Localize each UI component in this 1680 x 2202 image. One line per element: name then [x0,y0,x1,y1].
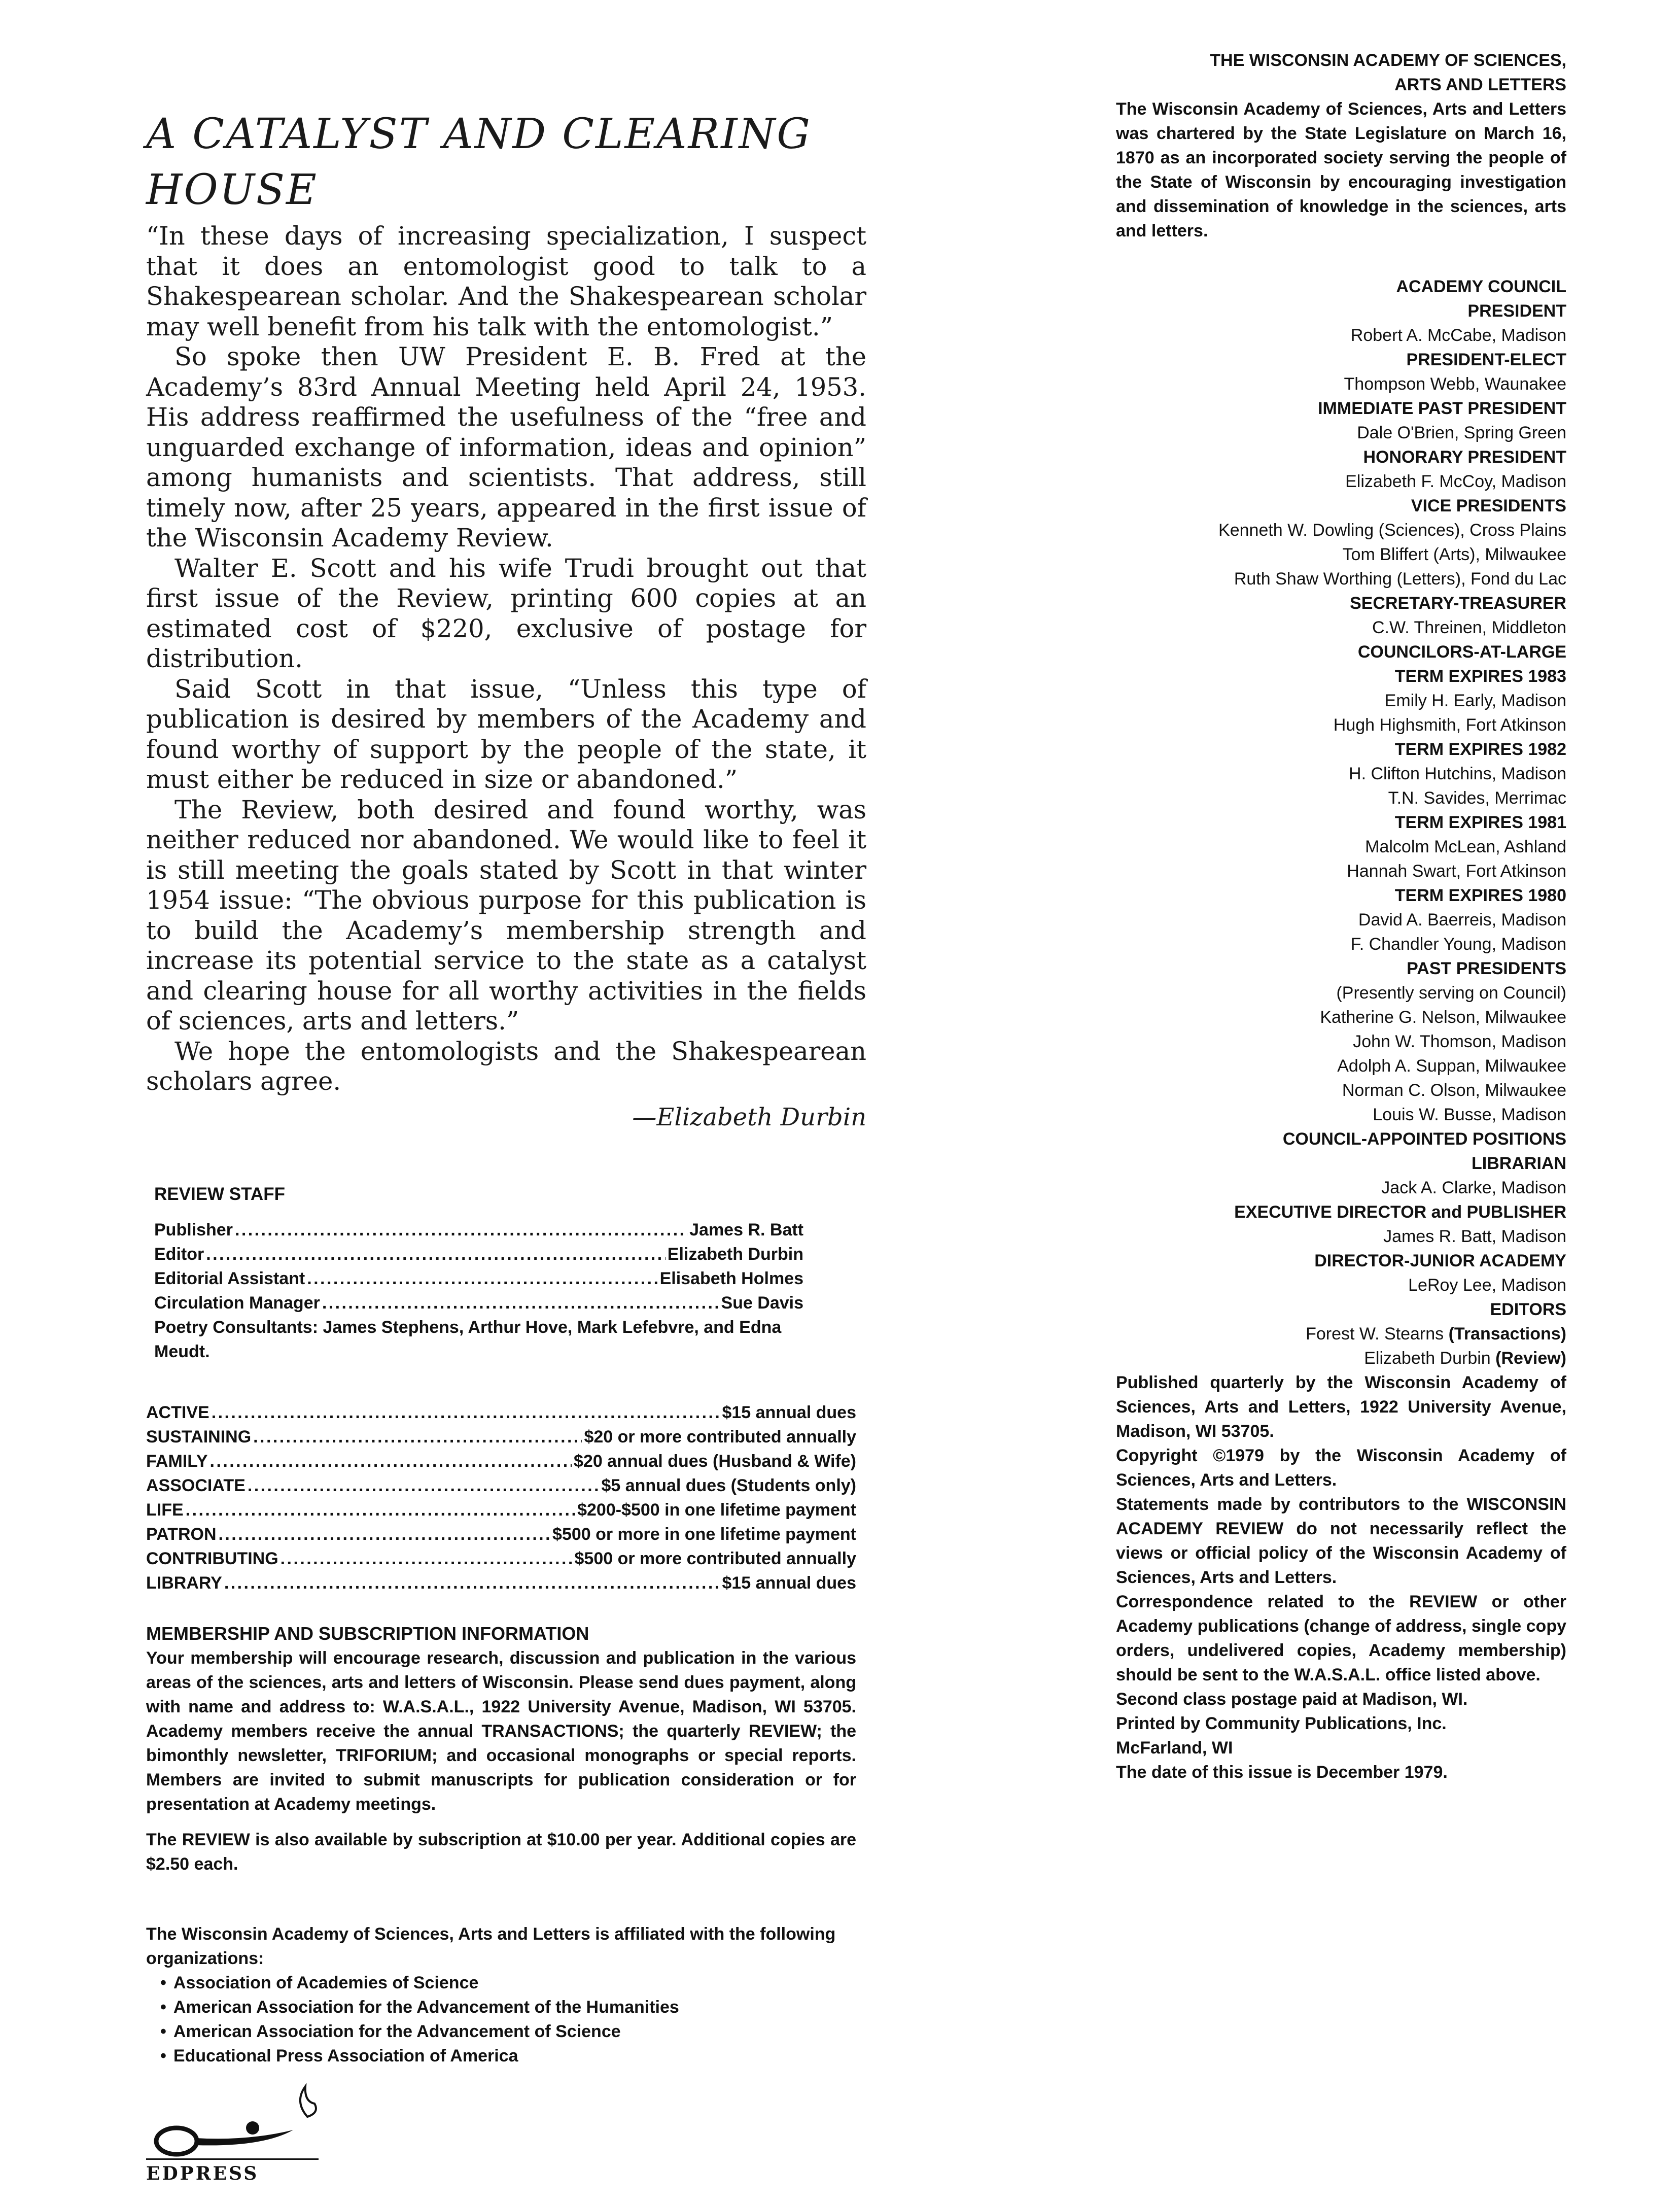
council-member: Adolph A. Suppan, Milwaukee [1337,1056,1566,1076]
staff-role: Editor [154,1244,204,1264]
editorial-paragraph: So spoke then UW President E. B. Fred at the Academy’s 83rd Annual Meeting held April 24, 1953. His address reaffirmed the usefulness of the “free and unguarded exchange of information, ideas and opinion” among humanists and scientists. That address, still timely now, after 25 years, appeared in the first issue of the Wisconsin Academy Review. [146,342,866,553]
council-office-heading: PAST PRESIDENTS [1407,959,1566,978]
council-office-heading: PRESIDENT-ELECT [1406,350,1566,369]
dues-table [146,1400,856,1595]
dues-amount: $500 or more contributed annually [574,1549,856,1568]
council-line [1116,1346,1566,1370]
staff-name: Sue Davis [721,1293,803,1313]
council-member: Elizabeth F. McCoy, Madison [1345,472,1566,491]
dues-amount: $200-$500 in one lifetime payment [577,1500,856,1520]
council-member: LeRoy Lee, Madison [1408,1276,1566,1295]
editorial-paragraph: The Review, both desired and found worthy, was neither reduced nor abandoned. We would like to feel it is still meeting the goals stated by Scott in that winter 1954 issue: “The obvious purpose for this publication is to build the Academy’s membership strength and increase its potential service to the state as a catalyst and clearing house for all worthy activities in the fields of sciences, arts and letters.” [146,795,866,1036]
council-office-heading: COUNCILORS-AT-LARGE [1357,642,1566,662]
council-office-heading: SECRETARY-TREASURER [1350,594,1566,613]
dues-amount: $500 or more in one lifetime payment [552,1524,856,1544]
affiliation-intro: The Wisconsin Academy of Sciences, Arts and Letters is affiliated with the following organizations: [146,1924,836,1968]
membership-heading: MEMBERSHIP AND SUBSCRIPTION INFORMATION [146,1623,589,1644]
dues-type: LIFE [146,1500,184,1520]
dues-row [146,1546,856,1571]
editorial-paragraph: Said Scott in that issue, “Unless this type of publication is desired by members of the Academy and found worthy of support by the people of the state, it must either be reduced in size or abandoned.” [146,674,866,794]
dues-amount: $20 annual dues (Husband & Wife) [574,1451,856,1471]
council-member: Hugh Highsmith, Fort Atkinson [1333,715,1566,735]
council-member: F. Chandler Young, Madison [1350,935,1566,954]
editorial-signature: —Elizabeth Durbin [632,1103,866,1131]
editorial-paragraph: Walter E. Scott and his wife Trudi brought out that first issue of the Review, printing 600 copies at an estimated cost of $220, exclusive of postage for distribution. [146,553,866,673]
dues-row [146,1449,856,1473]
dues-row [146,1571,856,1595]
council-office-heading: EDITORS [1490,1300,1566,1319]
council-office-heading: TERM EXPIRES 1982 [1394,740,1566,759]
dues-row [146,1522,856,1546]
dues-amount: $20 or more contributed annually [584,1427,856,1447]
editor-publication: (Review) [1495,1349,1566,1368]
council-list [1116,299,1566,1322]
staff-name: Elisabeth Holmes [659,1268,803,1288]
logo-rule [146,2158,319,2160]
council-member: Thompson Webb, Waunakee [1344,374,1566,394]
council-member: Hannah Swart, Fort Atkinson [1347,862,1566,881]
council-member: Jack A. Clarke, Madison [1381,1178,1566,1197]
right-column [1116,48,1566,1784]
council-member: Dale O'Brien, Spring Green [1357,423,1566,442]
council-office-heading: EXECUTIVE DIRECTOR and PUBLISHER [1234,1202,1566,1222]
editorial-body [146,221,866,1097]
affiliation-list [146,1971,856,2068]
council-office-heading: VICE PRESIDENTS [1411,496,1566,515]
editor-publication: (Transactions) [1448,1324,1566,1344]
council-member: Tom Bliffert (Arts), Milwaukee [1342,545,1566,564]
editor-name: Elizabeth Durbin [1364,1349,1491,1368]
list-item: • Association of Academies of Science [160,1971,856,1995]
dues-type: ACTIVE [146,1402,209,1422]
staff-row [154,1242,803,1266]
council-member: Katherine G. Nelson, Milwaukee [1320,1008,1566,1027]
editor-name: Forest W. Stearns [1306,1324,1444,1344]
council-office-heading: LIBRARIAN [1472,1154,1566,1173]
council-member: Kenneth W. Dowling (Sciences), Cross Plains [1218,521,1566,540]
issue-date: The date of this issue is December 1979. [1116,1763,1448,1782]
dues-type: FAMILY [146,1451,208,1471]
staff-role: Circulation Manager [154,1293,320,1313]
council-member: Malcolm McLean, Ashland [1365,837,1566,856]
left-column [146,107,866,2184]
dues-type: ASSOCIATE [146,1475,246,1495]
dues-amount: $5 annual dues (Students only) [601,1475,856,1495]
dues-type: LIBRARY [146,1573,222,1593]
council-member: James R. Batt, Madison [1383,1227,1566,1246]
council-member: (Presently serving on Council) [1336,983,1566,1003]
staff-heading: REVIEW STAFF [154,1184,285,1204]
academy-heading-2: ARTS AND LETTERS [1394,75,1566,94]
council-member: C.W. Threinen, Middleton [1372,618,1566,637]
dues-row [146,1498,856,1522]
council-line [1116,1322,1566,1346]
dues-amount: $15 annual dues [722,1402,856,1422]
edpress-label: EDPRESS [146,2162,259,2184]
staff-row [154,1266,803,1291]
staff-name: James R. Batt [689,1220,803,1240]
dues-row [146,1425,856,1449]
council-member: Robert A. McCabe, Madison [1350,326,1566,345]
council-office-heading: TERM EXPIRES 1980 [1394,886,1566,905]
council-office-heading: TERM EXPIRES 1983 [1394,667,1566,686]
council-office-heading: COUNCIL-APPOINTED POSITIONS [1282,1129,1566,1149]
staff-role: Publisher [154,1220,233,1240]
membership-info [146,1622,856,1876]
council-office-heading: TERM EXPIRES 1981 [1394,813,1566,832]
publication-info [1116,1370,1566,1784]
membership-paragraph: Your membership will encourage research, discussion and publication in the various areas of the sciences, arts and letters of Wisconsin. Please send dues payment, along with name and address to: W.A.S.A.L., 1922 University Avenue, Madison, WI 53705. Academy members receive the annual TRANSACTIONS; the quarterly REVIEW; the bimonthly newsletter, TRIFORIUM; and occasional monographs or special reports. Members are invited to submit manuscripts for publication consideration or for presentation at Academy meetings. [146,1648,856,1814]
dues-type: CONTRIBUTING [146,1549,278,1568]
copyright: Copyright ©1979 by the Wisconsin Academy of Sciences, Arts and Letters. [1116,1446,1566,1490]
list-item: • Educational Press Association of America [160,2044,856,2068]
postage: Second class postage paid at Madison, WI. [1116,1690,1468,1709]
council-member: John W. Thomson, Madison [1353,1032,1566,1051]
council-member: T.N. Savides, Merrimac [1388,788,1566,808]
printer-location: McFarland, WI [1116,1738,1233,1758]
council-member: Emily H. Early, Madison [1384,691,1566,710]
academy-heading: THE WISCONSIN ACADEMY OF SCIENCES, [1210,51,1566,70]
council-heading: ACADEMY COUNCIL [1396,277,1566,296]
correspondence: Correspondence related to the REVIEW or other Academy publications (change of address, single copy orders, undelivered copies, Academy membership) should be sent to the W.A.S.A.L. office listed above. [1116,1592,1567,1684]
staff-row [154,1291,803,1315]
printer: Printed by Community Publications, Inc. [1116,1714,1447,1733]
review-staff [146,1182,803,1364]
editorial-title: A CATALYST AND CLEARING HOUSE [146,110,812,214]
dues-type: PATRON [146,1524,217,1544]
staff-role: Editorial Assistant [154,1268,305,1288]
dues-row [146,1473,856,1498]
lamp-flame-icon [146,2081,329,2157]
edpress-logo [146,2081,329,2184]
published-statement: Published quarterly by the Wisconsin Academy of Sciences, Arts and Letters, 1922 University Avenue, Madison, WI 53705. [1116,1373,1566,1441]
council-member: Ruth Shaw Worthing (Letters), Fond du Lac [1234,569,1566,589]
list-item: • American Association for the Advancement of Science [160,2019,856,2044]
council-member: Louis W. Busse, Madison [1373,1105,1566,1124]
disclaimer: Statements made by contributors to the WISCONSIN ACADEMY REVIEW do not necessarily reflect the views or official policy of the Wisconsin Academy of Sciences, Arts and Letters. [1116,1495,1566,1587]
council-member: Norman C. Olson, Milwaukee [1342,1081,1566,1100]
staff-name: Elizabeth Durbin [667,1244,803,1264]
council-office-heading: HONORARY PRESIDENT [1363,448,1566,467]
subscription-paragraph: The REVIEW is also available by subscription at $10.00 per year. Additional copies are $2.50 each. [146,1830,856,1874]
council-office-heading: PRESIDENT [1467,301,1566,321]
poetry-consultants: Poetry Consultants: James Stephens, Arthur Hove, Mark Lefebvre, and Edna Meudt. [154,1317,782,1361]
academy-description: The Wisconsin Academy of Sciences, Arts and Letters was chartered by the State Legislature on March 16, 1870 as an incorporated society serving the people of the State of Wisconsin by encouraging investigation and dissemination of knowledge in the sciences, arts and letters. [1116,99,1566,240]
council-member: H. Clifton Hutchins, Madison [1349,764,1566,783]
list-item: • American Association for the Advancement of the Humanities [160,1995,856,2019]
editorial-paragraph: “In these days of increasing specialization, I suspect that it does an entomologist good to talk to a Shakespearean scholar. And the Shakespearean scholar may well benefit from his talk with the entomologist.” [146,221,866,341]
staff-row [154,1218,803,1242]
council-office-heading: DIRECTOR-JUNIOR ACADEMY [1314,1251,1566,1270]
council-member: David A. Baerreis, Madison [1358,910,1566,930]
academy-council [1116,274,1566,1370]
council-office-heading: IMMEDIATE PAST PRESIDENT [1318,399,1566,418]
dues-type: SUSTAINING [146,1427,252,1447]
affiliations [146,1922,856,2068]
dues-row [146,1400,856,1425]
editorial-paragraph: We hope the entomologists and the Shakespearean scholars agree. [146,1036,866,1096]
dues-amount: $15 annual dues [722,1573,856,1593]
